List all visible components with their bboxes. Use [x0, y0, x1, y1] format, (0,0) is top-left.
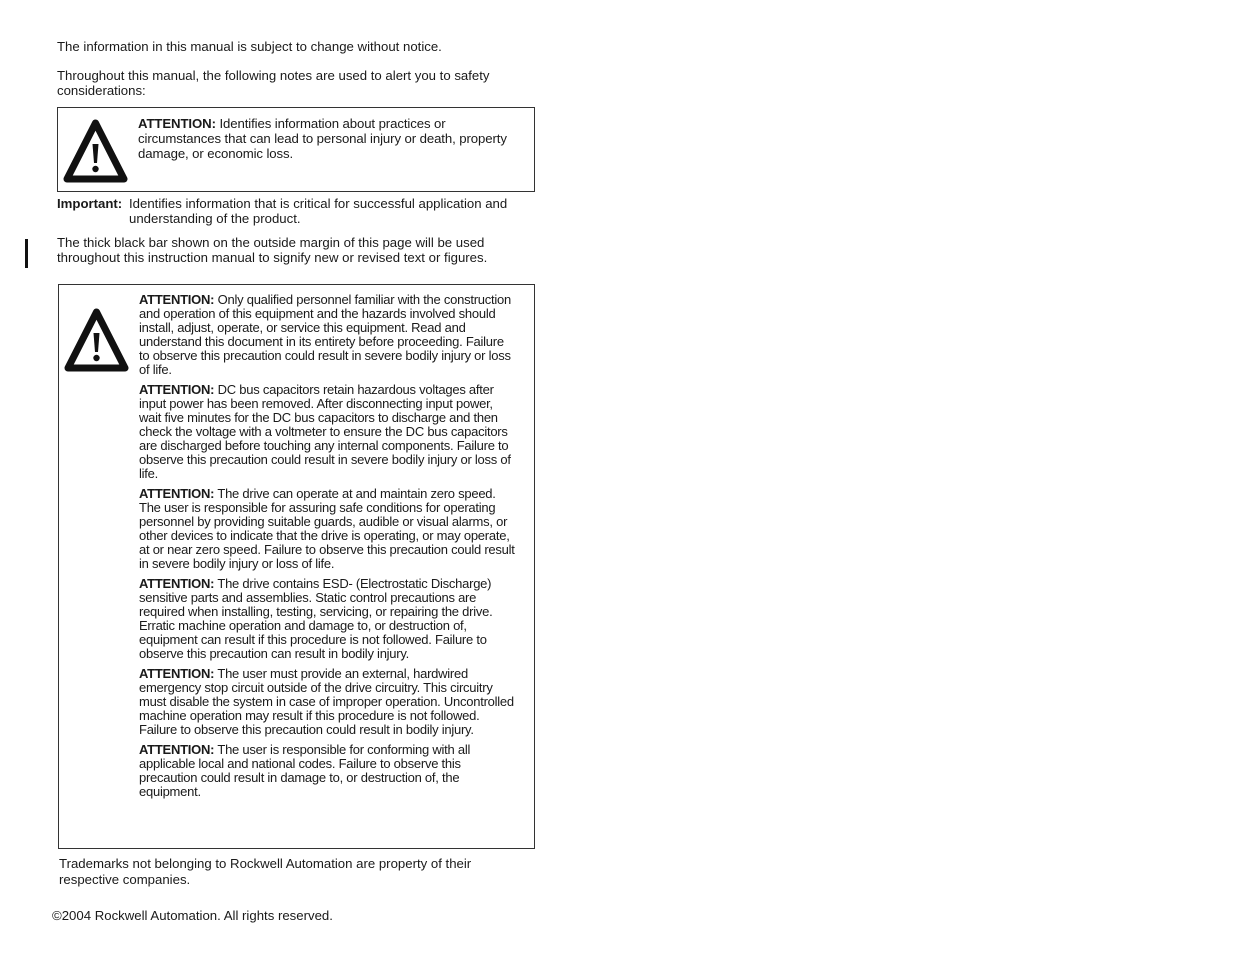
copyright: ©2004 Rockwell Automation. All rights reserved. [52, 908, 333, 923]
attention-label: ATTENTION: [139, 486, 215, 501]
attention-label: ATTENTION: [139, 576, 215, 591]
attention-text: The user must provide an external, hardwired emergency stop circuit outside of the drive circuitry. This circuitry must disable the system in case of improper operation. Uncontrolled machine operation may result if this procedure is not followed. Failure to observe this precaution could result in bodily injury. [139, 666, 514, 737]
important-text: Identifies information that is critical for successful application and understanding of the product. [129, 196, 508, 226]
trademarks-note: Trademarks not belonging to Rockwell Automation are property of their respective companies. [59, 856, 472, 887]
attention-label: ATTENTION: [139, 742, 215, 757]
attention-text: The user is responsible for conforming with all applicable local and national codes. Failure to observe this precaution could result in damage to, or destruction of, the equipment. [139, 742, 471, 799]
warning-triangle-icon [62, 117, 129, 184]
warning-triangle-icon [63, 306, 130, 373]
attention-label: ATTENTION: [138, 116, 216, 131]
attention-note-emergency-stop [139, 667, 515, 737]
safety-intro: Throughout this manual, the following notes are used to alert you to safety considerations: [57, 68, 490, 98]
attention-note-personnel [139, 293, 515, 377]
attention-notes-list [139, 293, 515, 805]
attention-note-zero-speed [139, 487, 515, 571]
attention-note [138, 116, 518, 161]
revision-note: The thick black bar shown on the outside margin of this page will be used throughout this instruction manual to signify new or revised text or figures. [57, 235, 488, 265]
attention-text: DC bus capacitors retain hazardous voltages after input power has been removed. After disconnecting input power, wait five minutes for the DC bus capacitors to discharge and then check the voltage with a voltmeter to ensure the DC bus capacitors are discharged before touching any internal components. Failure to observe this precaution could result in severe bodily injury or loss of life. [139, 382, 511, 481]
attention-box-warnings [58, 284, 535, 849]
attention-box-general [57, 107, 535, 192]
attention-text: Identifies information about practices or circumstances that can lead to personal injury or death, property damage, or economic loss. [138, 116, 507, 161]
attention-text: The drive contains ESD- (Electrostatic Discharge) sensitive parts and assemblies. Static control precautions are required when installing, testing, servicing, or repairing the drive. Erratic machine operation and damage to, or destruction of, equipment can result if this procedure is not followed. Failure to observe this precaution can result in bodily injury. [139, 576, 493, 661]
attention-text: Only qualified personnel familiar with the construction and operation of this equipment and the hazards involved should install, adjust, operate, or service this equipment. Read and understand this document in its entirety before proceeding. Failure to observe this precaution could result in severe bodily injury or loss of life. [139, 292, 511, 377]
attention-text: The drive can operate at and maintain zero speed. The user is responsible for assuring safe conditions for operating personnel by providing suitable guards, audible or visual alarms, or other devices to indicate that the drive is operating, or may operate, at or near zero speed. Failure to observe this precaution could result in severe bodily injury or loss of life. [139, 486, 515, 571]
attention-label: ATTENTION: [139, 292, 215, 307]
attention-note-esd [139, 577, 515, 661]
attention-note-capacitors [139, 383, 515, 481]
attention-note-codes [139, 743, 515, 799]
change-notice: The information in this manual is subject to change without notice. [57, 39, 442, 54]
important-label: Important: [57, 196, 123, 211]
attention-label: ATTENTION: [139, 382, 215, 397]
attention-label: ATTENTION: [139, 666, 215, 681]
revision-bar [25, 239, 28, 268]
